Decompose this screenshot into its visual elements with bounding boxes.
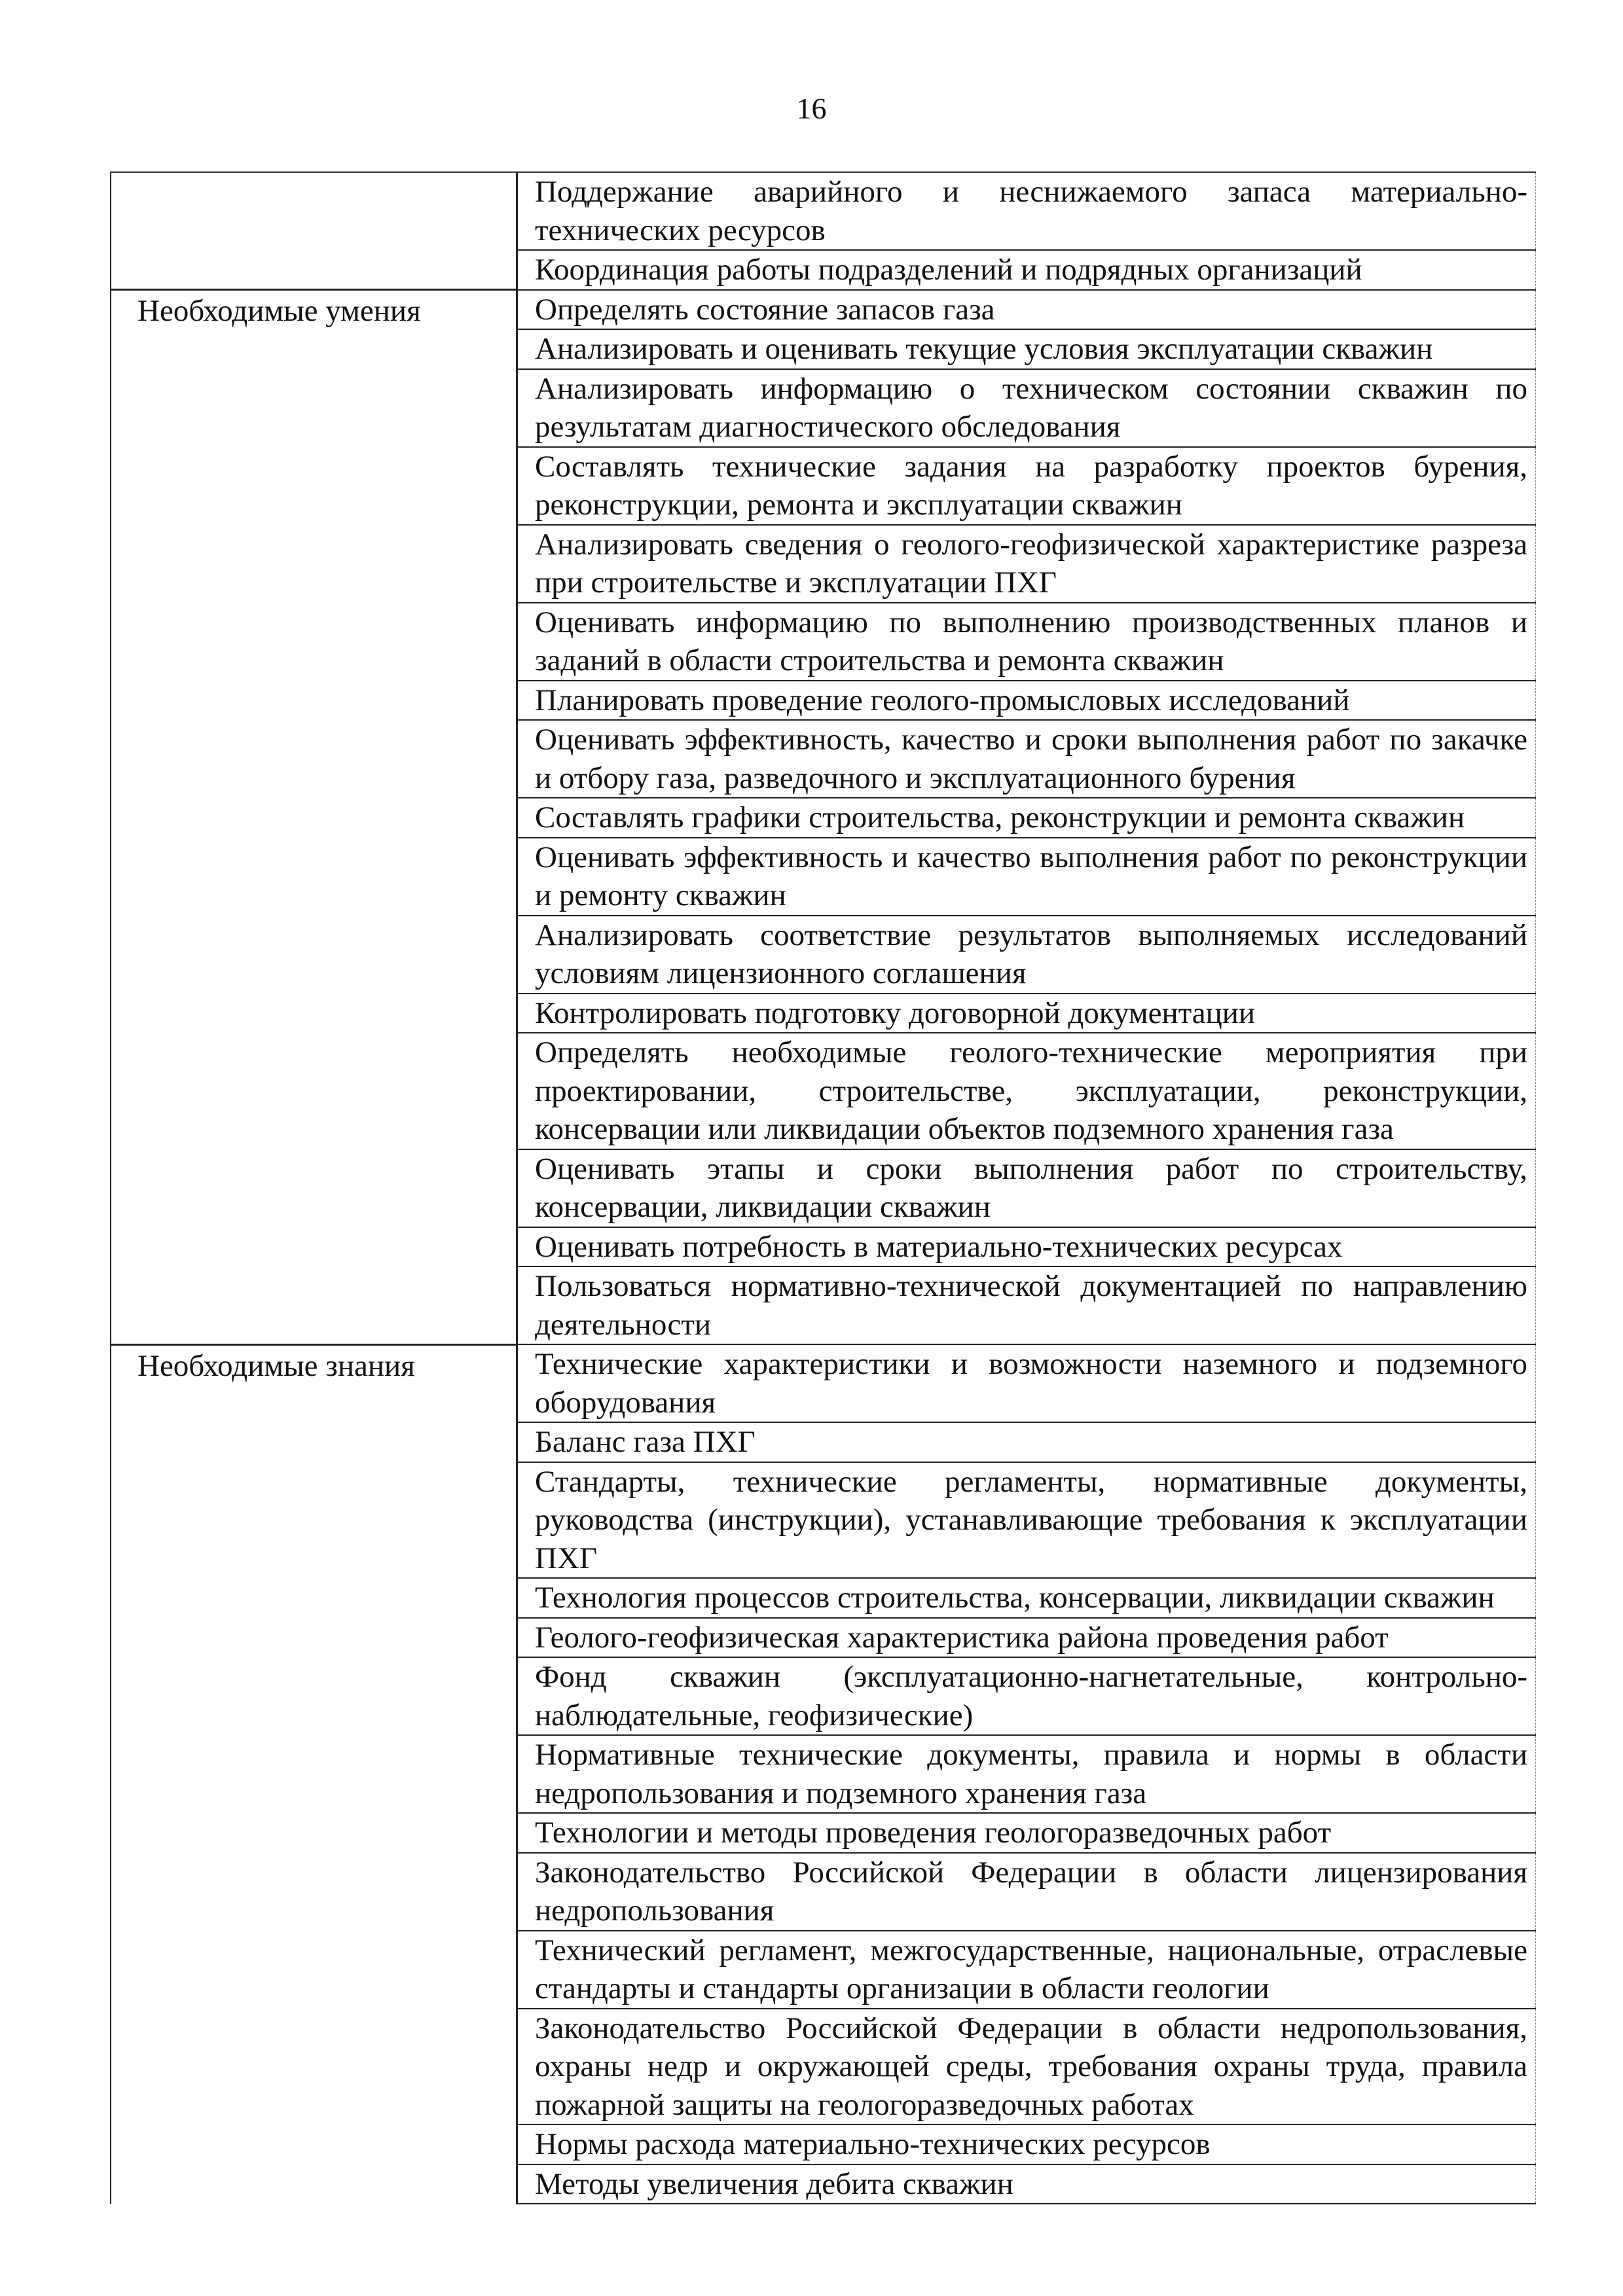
requirement-item: Определять состояние запасов газа (517, 290, 1536, 330)
requirement-item: Стандарты, технические регламенты, нормативные документы, руководства (инструкции), устанавливающие требования к эксплуатации ПХГ (517, 1462, 1536, 1579)
requirement-item: Анализировать и оценивать текущие условия эксплуатации скважин (517, 329, 1536, 369)
group-label: Необходимые знания (137, 1348, 415, 1383)
requirement-item: Оценивать информацию по выполнению производственных планов и заданий в области строительства и ремонта скважин (517, 603, 1536, 681)
requirement-item: Составлять графики строительства, реконструкции и ремонта скважин (517, 798, 1536, 838)
requirement-item: Анализировать сведения о геолого-геофизической характеристике разреза при строительстве и эксплуатации ПХГ (517, 525, 1536, 603)
requirement-item: Оценивать этапы и сроки выполнения работ по строительству, консервации, ликвидации скважин (517, 1149, 1536, 1227)
requirement-item: Законодательство Российской Федерации в области недропользования, охраны недр и окружающей среды, требования охраны труда, правила пожарной защиты на геологоразведочных работах (517, 2009, 1536, 2125)
requirement-item: Технология процессов строительства, консервации, ликвидации скважин (517, 1578, 1536, 1618)
table-row (111, 1344, 1536, 1422)
requirement-item: Оценивать потребность в материально-технических ресурсах (517, 1227, 1536, 1267)
requirement-item: Составлять технические задания на разработку проектов бурения, реконструкции, ремонта и эксплуатации скважин (517, 447, 1536, 525)
requirements-table-body (111, 172, 1536, 2204)
requirement-item: Нормы расхода материально-технических ресурсов (517, 2125, 1536, 2164)
requirement-item: Поддержание аварийного и неснижаемого запаса материально-технических ресурсов (517, 172, 1536, 250)
group-label (137, 173, 511, 174)
requirement-item: Пользоваться нормативно-технической документацией по направлению деятельности (517, 1266, 1536, 1344)
group-label: Необходимые умения (137, 294, 421, 328)
requirement-item: Фонд скважин (эксплуатационно-нагнетательные, контрольно-наблюдательные, геофизические) (517, 1657, 1536, 1735)
requirement-item: Анализировать соответствие результатов выполняемых исследований условиям лицензионного соглашения (517, 916, 1536, 994)
requirement-item: Оценивать эффективность и качество выполнения работ по реконструкции и ремонту скважин (517, 838, 1536, 916)
group-label-cell-required-knowledge (111, 1344, 517, 2204)
requirement-item: Методы увеличения дебита скважин (517, 2164, 1536, 2204)
requirement-item: Технологии и методы проведения геологоразведочных работ (517, 1813, 1536, 1853)
requirement-item: Анализировать информацию о техническом состоянии скважин по результатам диагностического обследования (517, 369, 1536, 447)
group-label-cell-required-skills (111, 290, 517, 1345)
requirement-item: Определять необходимые геолого-технические мероприятия при проектировании, строительстве, эксплуатации, реконструкции, консервации или ликвидации объектов подземного хранения газа (517, 1033, 1536, 1149)
requirement-item: Баланс газа ПХГ (517, 1422, 1536, 1462)
requirement-item: Контролировать подготовку договорной документации (517, 994, 1536, 1033)
requirement-item: Оценивать эффективность, качество и сроки выполнения работ по закачке и отбору газа, разведочного и эксплуатационного бурения (517, 720, 1536, 798)
requirement-item: Координация работы подразделений и подрядных организаций (517, 250, 1536, 290)
requirement-item: Нормативные технические документы, правила и нормы в области недропользования и подземного хранения газа (517, 1735, 1536, 1813)
table-row (111, 172, 1536, 250)
requirements-table (110, 171, 1536, 2204)
requirement-item: Технический регламент, межгосударственные, национальные, отраслевые стандарты и стандарты организации в области геологии (517, 1931, 1536, 2009)
group-label-cell-continued-activities (111, 172, 517, 290)
table-row (111, 290, 1536, 330)
requirement-item: Геолого-геофизическая характеристика района проведения работ (517, 1618, 1536, 1658)
requirement-item: Технические характеристики и возможности наземного и подземного оборудования (517, 1344, 1536, 1422)
requirement-item: Законодательство Российской Федерации в области лицензирования недропользования (517, 1853, 1536, 1931)
requirement-item: Планировать проведение геолого-промысловых исследований (517, 681, 1536, 721)
page-number: 16 (796, 92, 827, 125)
